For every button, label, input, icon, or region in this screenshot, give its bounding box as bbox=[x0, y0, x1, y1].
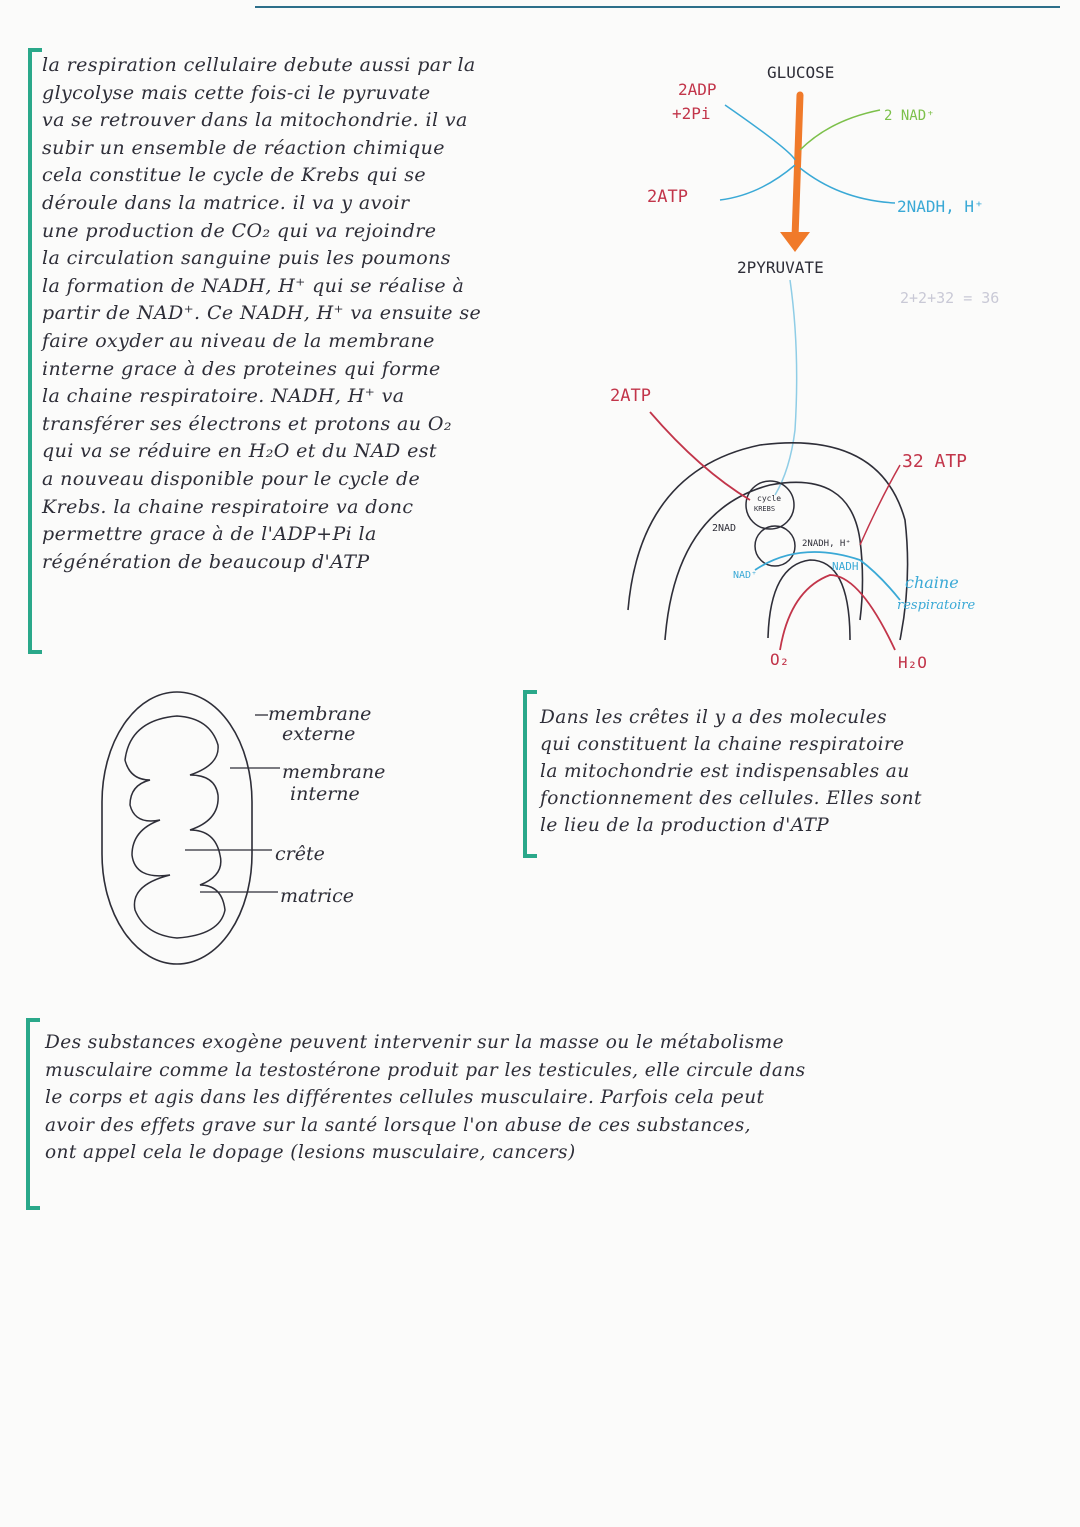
text-line: la respiration cellulaire debute aussi par la bbox=[42, 54, 476, 76]
nad-blue-label: NAD⁺ bbox=[733, 570, 758, 581]
text-line: Dans les crêtes il y a des molecules bbox=[540, 707, 888, 728]
atp-krebs-label: 2ATP bbox=[610, 386, 651, 406]
nadh-label: 2NADH, H⁺ bbox=[802, 539, 851, 549]
atp-curve bbox=[720, 165, 795, 200]
text-line: glycolyse mais cette fois-ci le pyruvate bbox=[42, 81, 431, 104]
atp-krebs-path bbox=[650, 412, 750, 500]
text-line: Des substances exogène peuvent intervenir sur la masse ou le métabolisme bbox=[45, 1032, 784, 1053]
krebs-label: cycle bbox=[757, 494, 782, 503]
glucose-label: GLUCOSE bbox=[767, 63, 835, 82]
text-line: Krebs. la chaine respiratoire va donc bbox=[42, 495, 414, 518]
text-line: a nouveau disponible pour le cycle de bbox=[42, 467, 421, 490]
matrice-label: matrice bbox=[280, 885, 355, 907]
bracket-paragraph-2 bbox=[523, 690, 537, 858]
nadh-blue-label: NADH bbox=[832, 560, 859, 573]
metabolism-diagram bbox=[0, 0, 1080, 700]
inner-membrane bbox=[125, 716, 225, 938]
text-line: la circulation sanguine puis les poumons bbox=[42, 247, 451, 270]
text-line: avoir des effets grave sur la santé lorsque l'on abuse de ces substances, bbox=[45, 1114, 751, 1136]
atp-chain-label: 32 ATP bbox=[902, 451, 968, 472]
text-line: la formation de NADH, H⁺ qui se réalise à bbox=[42, 274, 465, 297]
text-line: la chaine respiratoire. NADH, H⁺ va bbox=[42, 385, 405, 408]
nadh-curve bbox=[800, 168, 895, 203]
krebs-label-2: KREBS bbox=[754, 505, 776, 513]
crete-label: crête bbox=[275, 843, 325, 865]
chain-label-2: respiratoire bbox=[897, 598, 976, 613]
nadh-out-label: 2NADH, H⁺ bbox=[897, 197, 984, 216]
nad-plus-label: 2 NAD⁺ bbox=[884, 108, 935, 124]
text-line: déroule dans la matrice. il va y avoir bbox=[42, 191, 410, 214]
membrane-interne-label-2: interne bbox=[290, 783, 360, 805]
text-line: le lieu de la production d'ATP bbox=[540, 815, 830, 836]
sum-label: 2+2+32 = 36 bbox=[900, 289, 1000, 307]
text-line: fonctionnement des cellules. Elles sont bbox=[540, 788, 922, 809]
glycolysis-arrow bbox=[795, 95, 800, 238]
pyruvate-line bbox=[775, 280, 797, 495]
mitochondria-sketch bbox=[90, 680, 510, 980]
o2-label: O₂ bbox=[770, 650, 790, 669]
text-line: la mitochondrie est indispensables au bbox=[540, 761, 910, 782]
text-line: transférer ses électrons et protons au O₂ bbox=[42, 412, 452, 435]
text-line: le corps et agis dans les différentes cellules musculaire. Parfois cela peut bbox=[45, 1087, 765, 1108]
outer-membrane bbox=[102, 692, 252, 964]
text-line: musculaire comme la testostérone produit par les testicules, elle circule dans bbox=[45, 1059, 806, 1081]
text-line: régénération de beaucoup d'ATP bbox=[42, 550, 370, 573]
atp-out-label: 2ATP bbox=[647, 187, 688, 207]
bracket-paragraph-3 bbox=[26, 1018, 40, 1210]
nad-curve bbox=[800, 110, 880, 150]
nad-label: 2NAD bbox=[712, 523, 737, 534]
outer-membrane bbox=[628, 443, 908, 640]
o2-h2o-path bbox=[780, 575, 895, 650]
text-line: partir de NAD⁺. Ce NADH, H⁺ va ensuite se bbox=[42, 302, 482, 325]
membrane-externe-label-2: externe bbox=[282, 723, 356, 745]
glycolysis-arrowhead bbox=[780, 232, 810, 252]
text-line: permettre grace à de l'ADP+Pi la bbox=[42, 523, 377, 546]
text-line: va se retrouver dans la mitochondrie. il va bbox=[42, 109, 468, 132]
text-line: interne grace à des proteines qui forme bbox=[42, 357, 441, 380]
text-line: faire oxyder au niveau de la membrane bbox=[42, 329, 435, 352]
text-line: qui va se réduire en H₂O et du NAD est bbox=[42, 440, 437, 463]
text-line: subir un ensemble de réaction chimique bbox=[42, 136, 445, 159]
h2o-label: H₂O bbox=[898, 653, 927, 672]
chain-label: chaine bbox=[905, 573, 959, 592]
paragraph-cretes bbox=[540, 704, 1060, 839]
membrane-interne-label: membrane bbox=[282, 761, 386, 783]
text-line: qui constituent la chaine respiratoire bbox=[540, 734, 905, 755]
membrane-externe-label: membrane bbox=[268, 703, 372, 725]
text-line: cela constitue le cycle de Krebs qui se bbox=[42, 164, 427, 187]
pi-label: +2Pi bbox=[672, 104, 711, 123]
adp-curve bbox=[725, 105, 795, 160]
text-line: une production de CO₂ qui va rejoindre bbox=[42, 219, 437, 242]
text-line: ont appel cela le dopage (lesions musculaire, cancers) bbox=[45, 1142, 576, 1163]
pyruvate-label: 2PYRUVATE bbox=[737, 258, 824, 277]
adp-label: 2ADP bbox=[678, 80, 717, 99]
paragraph-dopage bbox=[45, 1029, 1065, 1167]
atp-chain-path bbox=[860, 465, 900, 545]
